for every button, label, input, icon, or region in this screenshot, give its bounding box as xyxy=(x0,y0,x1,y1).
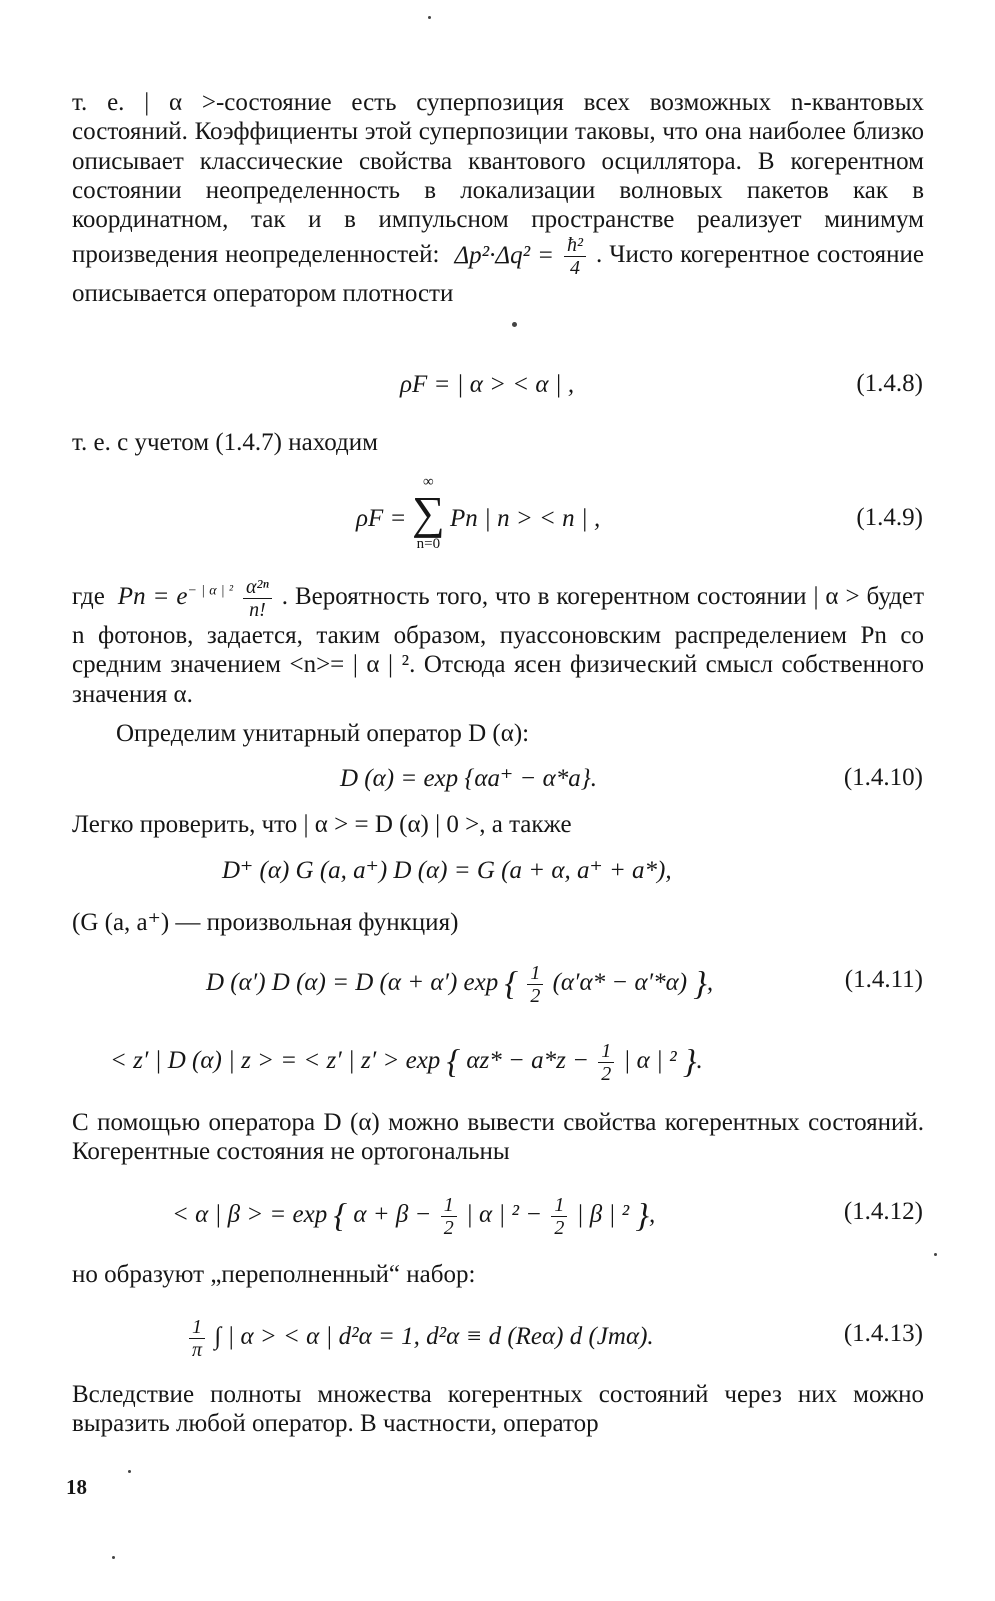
equation-z-matrix-element: < z′ | D (α) | z > = < z′ | z′ > exp { αz* − a*z − $\frac{1}{2}$ | α | ² }. xyxy=(110,1040,703,1085)
scan-speck xyxy=(512,322,517,327)
paragraph-9 xyxy=(72,1380,924,1439)
equation-number-1-4-9: (1.4.9) xyxy=(856,504,923,531)
paragraph-7 xyxy=(72,1108,924,1167)
equation-1-4-13: $\frac{1}{\pi}$ ∫ | α > < α | d²α = 1, d²α ≡ d (Reα) d (Jmα). xyxy=(186,1316,654,1361)
equation-1-4-11: D (α′) D (α) = D (α + α′) exp { $\frac{1}{2}$ (α′α* − α′*α) }, xyxy=(206,962,714,1007)
paragraph-4 xyxy=(72,719,924,748)
paragraph-8-text: но образуют „переполненный“ набор: xyxy=(72,1261,476,1288)
paragraph-1-end: . Чисто когерентное состояние описывается оператором плотности xyxy=(72,241,924,308)
fraction-one-over-pi: $\frac{1}{\pi}$ xyxy=(189,1316,205,1361)
fraction-one-half: $\frac{1}{2}$ xyxy=(527,962,543,1007)
uncertainty-fraction: $\frac{\text{ħ²}}{4}$ xyxy=(564,234,586,279)
sum-upper-limit: ∞ xyxy=(423,474,434,490)
equation-number-1-4-8: (1.4.8) xyxy=(856,370,923,397)
equation-number-1-4-13: (1.4.13) xyxy=(843,1320,923,1347)
paragraph-2-text: т. е. с учетом (1.4.7) находим xyxy=(72,429,378,456)
paragraph-1 xyxy=(72,88,924,309)
equation-g-transform: D⁺ (α) G (a, a⁺) D (α) = G (a + α, a⁺ + a*), xyxy=(222,857,672,884)
paragraph-2 xyxy=(72,428,924,457)
equation-number-1-4-12: (1.4.12) xyxy=(843,1198,923,1225)
fraction-one-half: $\frac{1}{2}$ xyxy=(441,1194,457,1239)
fraction-one-half: $\frac{1}{2}$ xyxy=(598,1040,614,1085)
paragraph-5 xyxy=(72,810,924,839)
sigma-icon: ∑ xyxy=(412,487,445,538)
equation-number-1-4-11: (1.4.11) xyxy=(844,966,923,993)
paragraph-6-text: (G (a, a⁺) — произвольная функция) xyxy=(72,909,459,936)
poisson-formula: $Pn = e^{- | \alpha | ^2}$ $\frac{\text{α²ⁿ}}{n!}$ xyxy=(118,583,282,610)
equation-1-4-8: ρF = | α > < α | , xyxy=(400,371,575,398)
paragraph-7-text: С помощью оператора D (α) можно вывести свойства когерентных состояний. Когерентные состояния не ортогональны xyxy=(72,1109,924,1166)
scan-speck xyxy=(934,1253,937,1256)
sum-lower-limit: n=0 xyxy=(416,536,441,552)
scan-speck xyxy=(128,1470,131,1473)
paragraph-9-text: Вследствие полноты множества когерентных состояний через них можно выразить любой оператор. В частности, оператор xyxy=(72,1381,924,1438)
sum-symbol xyxy=(412,474,445,552)
paragraph-4-text: Определим унитарный оператор D (α): xyxy=(116,720,530,747)
uncertainty-formula: Δp²·Δq² = $\frac{\text{ħ²}}{4}$ xyxy=(455,242,597,269)
paragraph-3: где $Pn = e^{- | \alpha | ^2}$ $\frac{\text{α²ⁿ}}{n!}$ . Вероятность того, что в когерентном состоянии | α > будет n фотонов, задается, таким образом, пуассоновским распределением Pn со средним значением <n>= | α | ². Отсюда ясен физический смысл собственного значения α. xyxy=(72,576,924,708)
equation-1-4-10: D (α) = exp {αa⁺ − α*a}. xyxy=(340,765,597,792)
fraction-one-half: $\frac{1}{2}$ xyxy=(551,1194,567,1239)
equation-1-4-12: < α | β > = exp { α + β − $\frac{1}{2}$ | α | ² − $\frac{1}{2}$ | β | ² }, xyxy=(172,1194,656,1239)
paragraph-5-text: Легко проверить, что | α > = D (α) | 0 >, а также xyxy=(72,811,572,838)
scan-speck xyxy=(112,1556,115,1559)
equation-1-4-9-rhs: Pn | n > < n | , xyxy=(450,505,601,532)
page-number: 18 xyxy=(66,1475,87,1499)
paragraph-6 xyxy=(72,908,924,937)
paragraph-3-text: . Вероятность того, что в когерентном состоянии | α > будет n фотонов, задается, таким образом, пуассоновским распределением Pn со средним значением <n>= | α | ². Отсюда ясен физический смысл собственного значения α. xyxy=(72,583,924,708)
scan-speck xyxy=(428,16,431,19)
equation-1-4-9-lhs: ρF = xyxy=(356,505,407,532)
paragraph-8 xyxy=(72,1260,924,1289)
equation-number-1-4-10: (1.4.10) xyxy=(843,764,923,791)
poisson-fraction: $\frac{\text{α²ⁿ}}{n!}$ xyxy=(243,576,272,621)
paragraph-1-text: т. е. | α >-состояние есть суперпозиция всех возможных n-квантовых состояний. Коэффициенты этой суперпозиции таковы, что она наиболее близко описывает классические свойства квантового осциллятора. В когерентном состоянии неопределенность в локализации волновых пакетов как в координатном, так и в импульсном пространстве реализует минимум произведения неопределенностей: xyxy=(72,89,924,269)
